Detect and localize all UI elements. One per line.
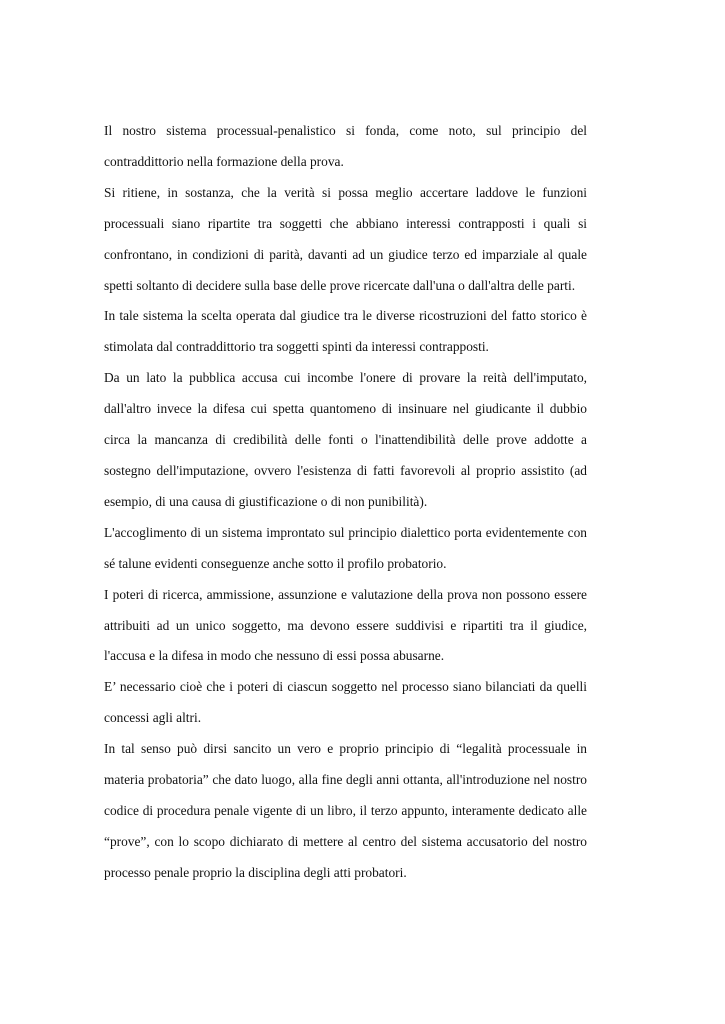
paragraph-8: In tal senso può dirsi sancito un vero e proprio principio di “legalità processuale in materia probatoria” che dato luogo, alla fine degli anni ottanta, all'introduzione nel nostro codice di procedura penale vigente di un libro, il terzo appunto, interamente dedicato alle “prove”, con lo scopo dichiarato di mettere al centro del sistema accusatorio del nostro processo penale proprio la disciplina degli atti probatori. — [104, 741, 587, 880]
paragraph-3: In tale sistema la scelta operata dal giudice tra le diverse ricostruzioni del fatto storico è stimolata dal contraddittorio tra soggetti spinti da interessi contrapposti. — [104, 308, 587, 355]
document-body — [104, 116, 587, 889]
paragraph-4: Da un lato la pubblica accusa cui incombe l'onere di provare la reità dell'imputato, dall'altro invece la difesa cui spetta quantomeno di insinuare nel giudicante il dubbio circa la mancanza di credibilità delle fonti o l'inattendibilità delle prove addotte a sostegno dell'imputazione, ovvero l'esistenza di fatti favorevoli al proprio assistito (ad esempio, di una causa di giustificazione o di non punibilità). — [104, 370, 587, 509]
paragraph-7: E’ necessario cioè che i poteri di ciascun soggetto nel processo siano bilanciati da quelli concessi agli altri. — [104, 679, 587, 726]
paragraph-1: Il nostro sistema processual-penalistico si fonda, come noto, sul principio del contraddittorio nella formazione della prova. — [104, 123, 587, 169]
paragraph-6: I poteri di ricerca, ammissione, assunzione e valutazione della prova non possono essere attribuiti ad un unico soggetto, ma devono essere suddivisi e ripartiti tra il giudice, l'accusa e la difesa in modo che nessuno di essi possa abusarne. — [104, 586, 587, 664]
paragraph-2: Si ritiene, in sostanza, che la verità si possa meglio accertare laddove le funzioni processuali siano ripartite tra soggetti che abbiano interessi contrapposti i quali si confrontano, in condizioni di parità, davanti ad un giudice terzo ed imparziale al quale spetti soltanto di decidere sulla base delle prove ricercate dall'una o dall'altra delle parti. — [104, 184, 587, 293]
paragraph-5: L'accoglimento di un sistema improntato sul principio dialettico porta evidentemente con sé talune evidenti conseguenze anche sotto il profilo probatorio. — [104, 524, 587, 571]
